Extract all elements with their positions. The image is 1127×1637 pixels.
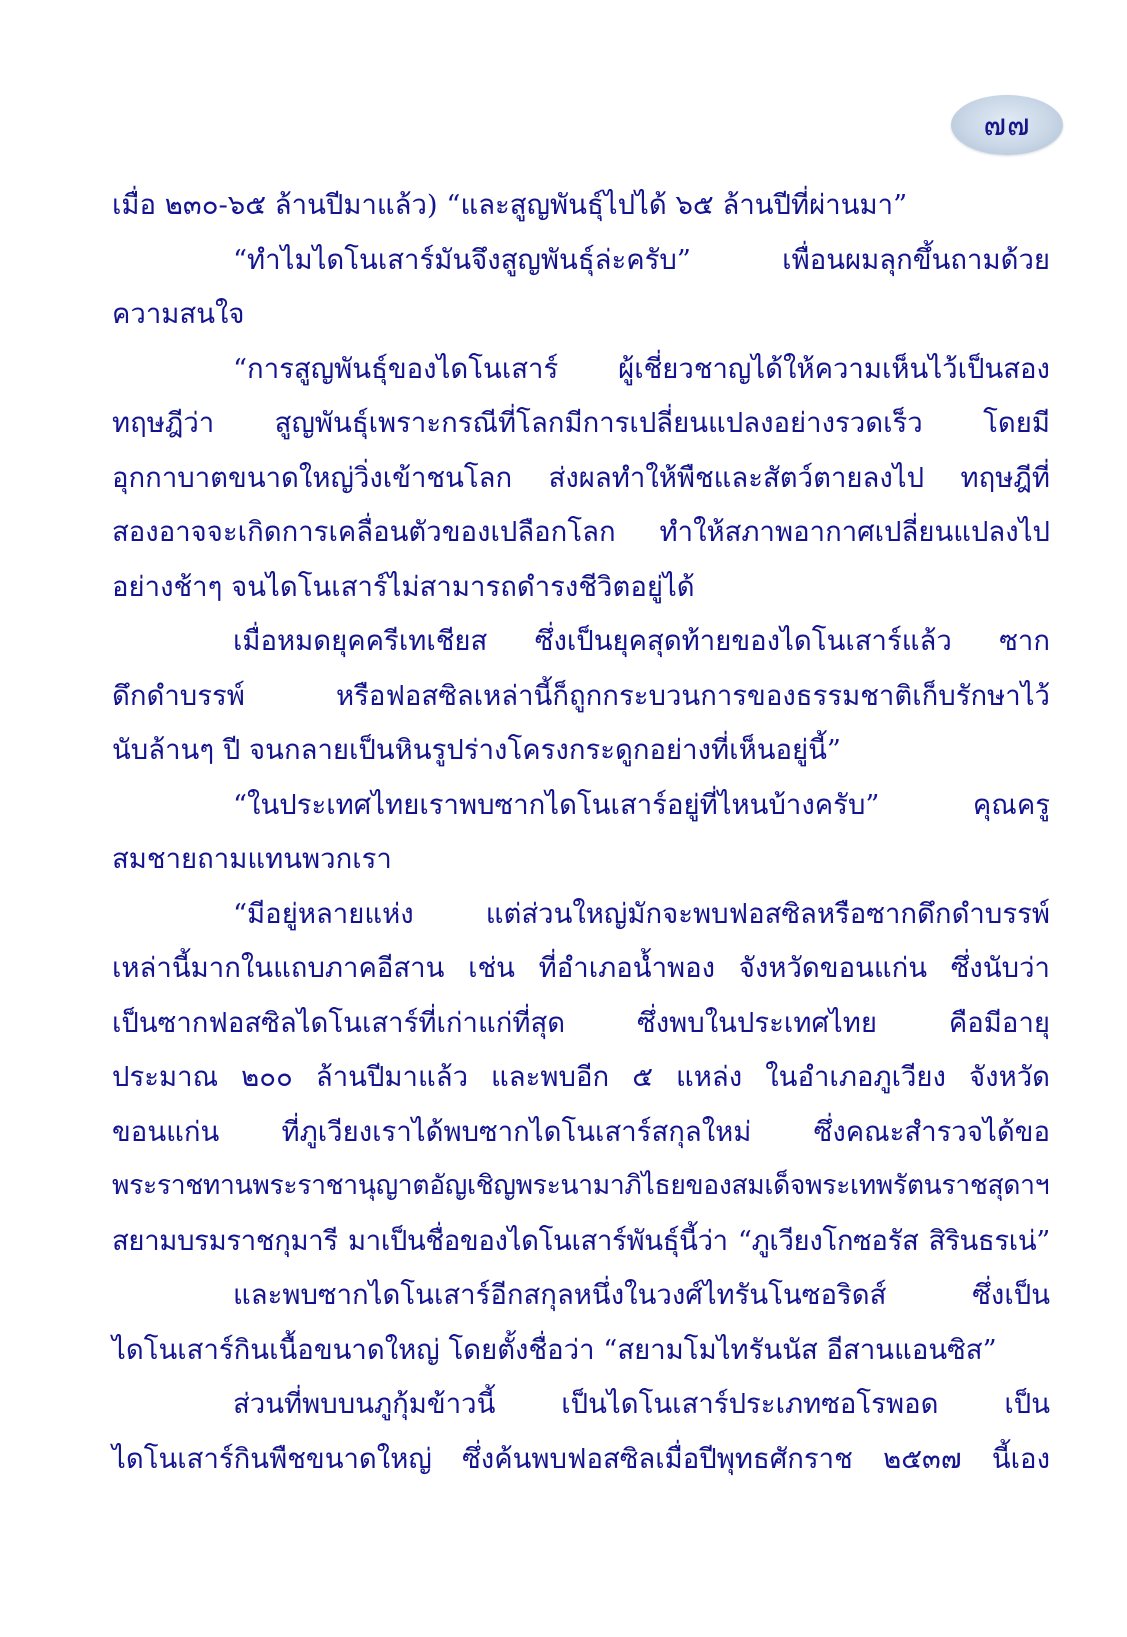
text-line: ไดโนเสาร์กินพืชขนาดใหญ่ ซึ่งค้นพบฟอสซิลเมื่อปีพุทธศักราช ๒๕๓๗ นี้เอง xyxy=(112,1442,1050,1475)
text-line: “ในประเทศไทยเราพบซากไดโนเสาร์อยู่ที่ไหนบ้างครับ” คุณครู xyxy=(233,788,1050,821)
text-line: ขอนแก่น ที่ภูเวียงเราได้พบซากไดโนเสาร์สกุลใหม่ ซึ่งคณะสำรวจได้ขอ xyxy=(112,1115,1050,1148)
text-line: ทฤษฎีว่า สูญพันธุ์เพราะกรณีที่โลกมีการเปลี่ยนแปลงอย่างรวดเร็ว โดยมี xyxy=(112,407,1050,439)
body-text xyxy=(112,178,1050,1486)
text-line: อย่างช้าๆ จนไดโนเสาร์ไม่สามารถดำรงชีวิตอยู่ได้ xyxy=(112,570,695,603)
text-line: “มีอยู่หลายแห่ง แต่ส่วนใหญ่มักจะพบฟอสซิลหรือซากดึกดำบรรพ์ xyxy=(233,897,1050,930)
text-line: เมื่อหมดยุคครีเทเชียส ซึ่งเป็นยุคสุดท้ายของไดโนเสาร์แล้ว ซาก xyxy=(233,625,1050,657)
text-line: “ทำไมไดโนเสาร์มันจึงสูญพันธุ์ล่ะครับ” เพื่อนผมลุกขึ้นถามด้วย xyxy=(233,243,1050,276)
text-line: เหล่านี้มากในแถบภาคอีสาน เช่น ที่อำเภอน้ำพอง จังหวัดขอนแก่น ซึ่งนับว่า xyxy=(112,952,1050,984)
page-number-badge xyxy=(951,95,1063,155)
text-line: สองอาจจะเกิดการเคลื่อนตัวของเปลือกโลก ทำให้สภาพอากาศเปลี่ยนแปลงไป xyxy=(112,516,1050,548)
text-line: เป็นซากฟอสซิลไดโนเสาร์ที่เก่าแก่ที่สุด ซึ่งพบในประเทศไทย คือมีอายุ xyxy=(112,1006,1050,1039)
page-number: ๗๗ xyxy=(983,107,1031,143)
text-line: พระราชทานพระราชานุญาตอัญเชิญพระนามาภิไธยของสมเด็จพระเทพรัตนราชสุดาฯ xyxy=(112,1170,1050,1201)
text-line: ไดโนเสาร์กินเนื้อขนาดใหญ่ โดยตั้งชื่อว่า “สยามโมไทรันนัส อีสานแอนซิส” xyxy=(112,1333,997,1366)
text-line: นับล้านๆ ปี จนกลายเป็นหินรูปร่างโครงกระดูกอย่างที่เห็นอยู่นี้” xyxy=(112,734,841,766)
text-line: อุกกาบาตขนาดใหญ่วิ่งเข้าชนโลก ส่งผลทำให้พืชและสัตว์ตายลงไป ทฤษฎีที่ xyxy=(112,461,1050,494)
text-line: สมชายถามแทนพวกเรา xyxy=(112,843,392,875)
text-line: สยามบรมราชกุมารี มาเป็นชื่อของไดโนเสาร์พันธุ์นี้ว่า “ภูเวียงโกซอรัส สิรินธรเน่” xyxy=(112,1224,1050,1257)
text-line: “การสูญพันธุ์ของไดโนเสาร์ ผู้เชี่ยวชาญได้ให้ความเห็นไว้เป็นสอง xyxy=(233,352,1050,385)
text-line: เมื่อ ๒๓๐-๖๕ ล้านปีมาแล้ว) “และสูญพันธุ์ไปได้ ๖๕ ล้านปีที่ผ่านมา” xyxy=(112,189,908,221)
text-line: ประมาณ ๒๐๐ ล้านปีมาแล้ว และพบอีก ๕ แหล่ง ในอำเภอภูเวียง จังหวัด xyxy=(112,1061,1050,1093)
text-line: ดึกดำบรรพ์ หรือฟอสซิลเหล่านี้ก็ถูกกระบวนการของธรรมชาติเก็บรักษาไว้ xyxy=(112,679,1050,712)
text-line: ส่วนที่พบบนภูกุ้มข้าวนี้ เป็นไดโนเสาร์ประเภทซอโรพอด เป็น xyxy=(233,1388,1050,1420)
text-line: และพบซากไดโนเสาร์อีกสกุลหนึ่งในวงศ์ไทรันโนซอริดส์ ซึ่งเป็น xyxy=(233,1279,1050,1311)
text-line: ความสนใจ xyxy=(112,298,245,330)
